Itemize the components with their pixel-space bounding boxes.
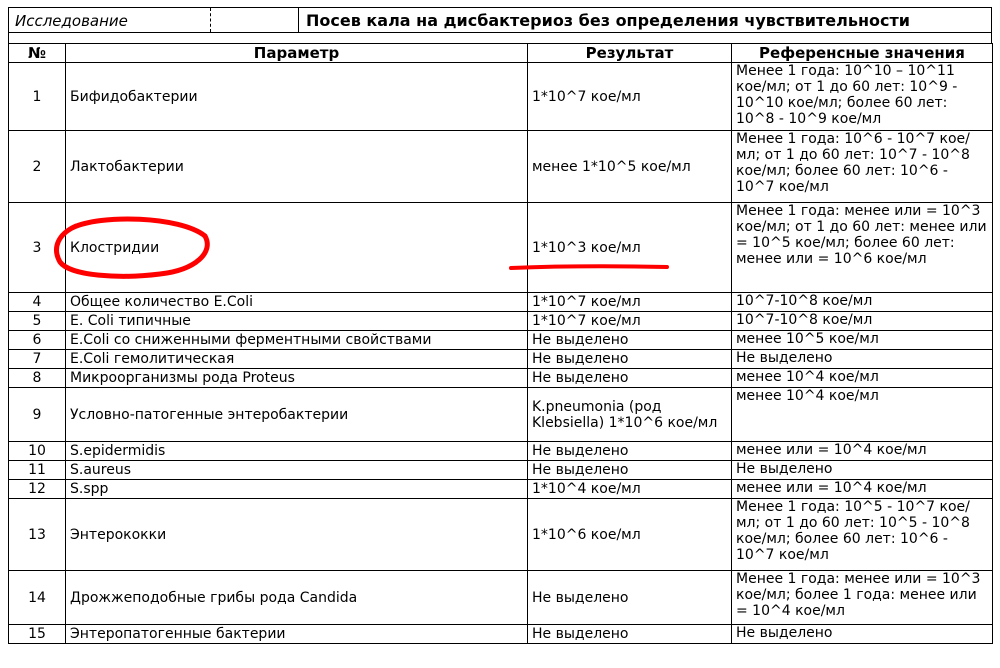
row-ref: 10^7-10^8 кое/мл — [732, 293, 993, 312]
row-param: S.aureus — [66, 461, 528, 480]
row-result: менее 1*10^5 кое/мл — [528, 131, 732, 203]
row-param: Энтерококки — [66, 499, 528, 571]
row-param: Лактобактерии — [66, 131, 528, 203]
table-row — [9, 388, 993, 442]
row-num: 6 — [9, 331, 66, 350]
report-header — [8, 7, 992, 33]
row-param: E. Coli типичные — [66, 312, 528, 331]
row-num: 12 — [9, 480, 66, 499]
table-row — [9, 350, 993, 369]
row-param: S.spp — [66, 480, 528, 499]
row-param: Дрожжеподобные грибы рода Candida — [66, 571, 528, 625]
row-num: 13 — [9, 499, 66, 571]
col-header-ref: Референсные значения — [732, 44, 993, 63]
row-result: Не выделено — [528, 350, 732, 369]
row-num: 4 — [9, 293, 66, 312]
row-num: 5 — [9, 312, 66, 331]
row-ref: Не выделено — [732, 461, 993, 480]
row-result: Не выделено — [528, 571, 732, 625]
row-num: 15 — [9, 625, 66, 644]
table-header-row — [9, 44, 993, 63]
table-row — [9, 63, 993, 131]
row-result: 1*10^7 кое/мл — [528, 63, 732, 131]
col-header-num: № — [9, 44, 66, 63]
row-param: Бифидобактерии — [66, 63, 528, 131]
row-result: Не выделено — [528, 625, 732, 644]
row-num: 11 — [9, 461, 66, 480]
row-param: Микроорганизмы рода Proteus — [66, 369, 528, 388]
table-row — [9, 480, 993, 499]
row-num: 9 — [9, 388, 66, 442]
row-result: Не выделено — [528, 461, 732, 480]
row-param: Клостридии — [66, 203, 528, 293]
row-result: 1*10^3 кое/мл — [528, 203, 732, 293]
header-divider — [298, 8, 299, 32]
row-num: 1 — [9, 63, 66, 131]
table-row — [9, 293, 993, 312]
row-ref: Не выделено — [732, 350, 993, 369]
table-row — [9, 331, 993, 350]
row-ref: Менее 1 года: менее или = 10^3 кое/мл; от 1 до 60 лет: менее или = 10^5 кое/мл; более 60 лет: менее или = 10^6 кое/мл — [732, 203, 993, 293]
row-ref: менее или = 10^4 кое/мл — [732, 480, 993, 499]
row-num: 3 — [9, 203, 66, 293]
row-ref: менее 10^4 кое/мл — [732, 388, 993, 442]
study-label: Исследование — [15, 12, 128, 30]
row-ref: Не выделено — [732, 625, 993, 644]
row-param: Энтеропатогенные бактерии — [66, 625, 528, 644]
row-ref: менее 10^5 кое/мл — [732, 331, 993, 350]
header-gap — [8, 33, 992, 43]
lab-report — [8, 7, 992, 644]
row-param: E.Coli гемолитическая — [66, 350, 528, 369]
row-result: 1*10^6 кое/мл — [528, 499, 732, 571]
row-ref: Менее 1 года: 10^6 - 10^7 кое/мл; от 1 до 60 лет: 10^7 - 10^8 кое/мл; более 60 лет: 10^6 - 10^7 кое/мл — [732, 131, 993, 203]
test-title: Посев кала на дисбактериоз без определения чувствительности — [306, 11, 910, 30]
row-result: K.pneumonia (род Klebsiella) 1*10^6 кое/мл — [528, 388, 732, 442]
table-row — [9, 131, 993, 203]
table-row — [9, 571, 993, 625]
row-result: Не выделено — [528, 442, 732, 461]
row-param: E.Coli со сниженными ферментными свойствами — [66, 331, 528, 350]
row-param: S.epidermidis — [66, 442, 528, 461]
table-row — [9, 203, 993, 293]
row-num: 10 — [9, 442, 66, 461]
row-num: 2 — [9, 131, 66, 203]
row-ref: Менее 1 года: менее или = 10^3 кое/мл; более 1 года: менее или = 10^4 кое/мл — [732, 571, 993, 625]
row-num: 8 — [9, 369, 66, 388]
table-row — [9, 499, 993, 571]
row-result: 1*10^4 кое/мл — [528, 480, 732, 499]
row-param: Условно-патогенные энтеробактерии — [66, 388, 528, 442]
col-header-param: Параметр — [66, 44, 528, 63]
table-row — [9, 442, 993, 461]
table-row — [9, 312, 993, 331]
row-result: 1*10^7 кое/мл — [528, 312, 732, 331]
row-ref: Менее 1 года: 10^10 – 10^11 кое/мл; от 1 до 60 лет: 10^9 - 10^10 кое/мл; более 60 лет: 10^8 - 10^9 кое/мл — [732, 63, 993, 131]
table-row — [9, 369, 993, 388]
row-ref: Менее 1 года: 10^5 - 10^7 кое/мл; от 1 до 60 лет: 10^5 - 10^8 кое/мл; более 60 лет: 10^6 - 10^7 кое/мл — [732, 499, 993, 571]
row-ref: 10^7-10^8 кое/мл — [732, 312, 993, 331]
row-result: Не выделено — [528, 369, 732, 388]
results-table — [8, 43, 993, 644]
row-param: Общее количество E.Coli — [66, 293, 528, 312]
row-ref: менее или = 10^4 кое/мл — [732, 442, 993, 461]
row-num: 7 — [9, 350, 66, 369]
row-result: 1*10^7 кое/мл — [528, 293, 732, 312]
col-header-result: Результат — [528, 44, 732, 63]
header-divider — [210, 8, 211, 32]
row-result: Не выделено — [528, 331, 732, 350]
row-num: 14 — [9, 571, 66, 625]
table-row — [9, 461, 993, 480]
row-ref: менее 10^4 кое/мл — [732, 369, 993, 388]
table-row — [9, 625, 993, 644]
